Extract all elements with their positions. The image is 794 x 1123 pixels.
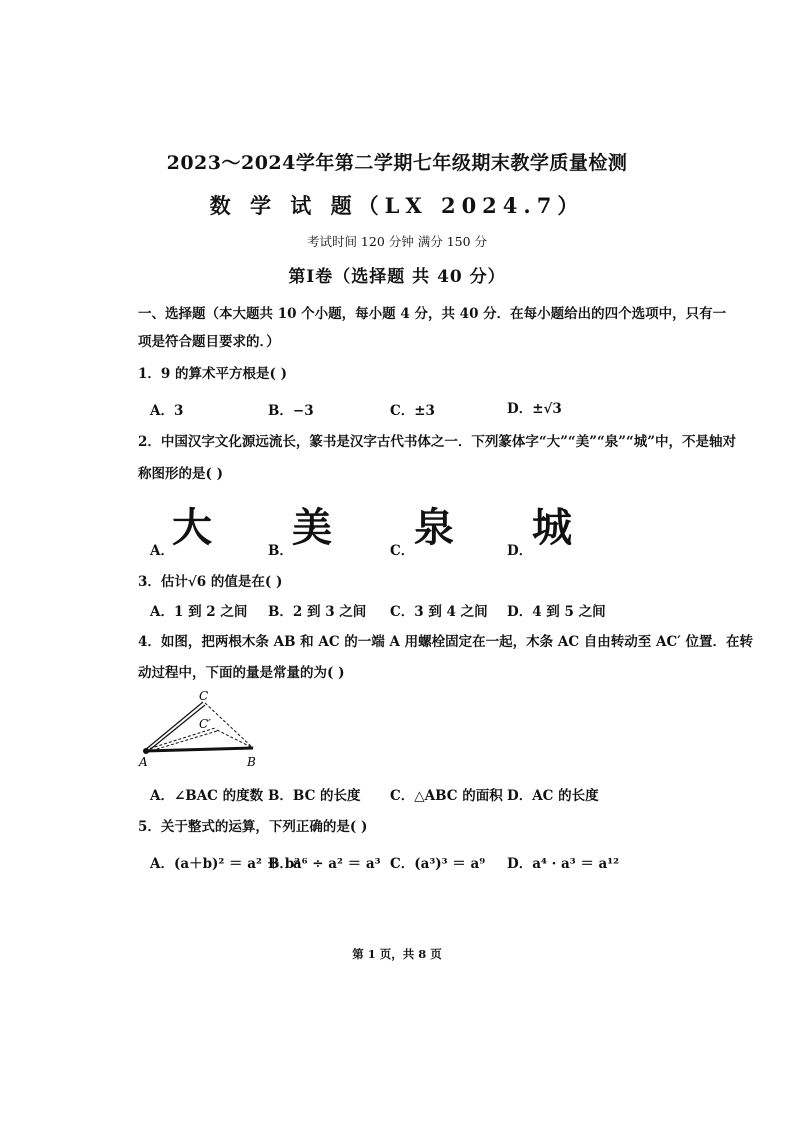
dashed-bc-prime	[217, 730, 253, 748]
seal-script-quan-glyph: 泉	[414, 504, 454, 551]
question-5-option-b: B．a⁶ ÷ a² ＝ a³	[268, 856, 381, 872]
question-3-stem: 3．估计√6 的值是在( )	[138, 574, 283, 590]
page-footer: 第 1 页，共 8 页	[352, 947, 442, 961]
question-3-option-a: A．1 到 2 之间	[150, 604, 248, 620]
part-title: 第Ⅰ卷（选择题 共 40 分）	[288, 267, 506, 287]
exam-subtitle: 数 学 试 题（LX 2024.7）	[209, 193, 585, 218]
seal-script-da-glyph: 大	[172, 504, 212, 551]
stick-ab	[145, 748, 253, 751]
seal-script-mei-glyph: 美	[292, 504, 332, 551]
dashed-bc	[205, 703, 253, 748]
exam-title: 2023～2024学年第二学期七年级期末教学质量检测	[166, 152, 628, 174]
question-1-stem: 1．9 的算术平方根是( )	[138, 366, 287, 382]
seal-script-cheng-glyph: 城	[532, 504, 572, 551]
question-4-option-a: A．∠BAC 的度数	[150, 788, 264, 804]
question-4-option-d: D．AC 的长度	[507, 788, 599, 804]
question-1-option-c: C．±3	[390, 403, 435, 419]
bolt-a	[143, 748, 149, 754]
question-2-stem-line1: 2．中国汉字文化源远流长，篆书是汉字古代书体之一．下列篆体字“大”“美”“泉”“城”中，不是轴对	[138, 434, 737, 450]
stick-ac-prime-edge-1	[145, 728, 215, 750]
section-instructions-line1: 一、选择题（本大题共 10 个小题，每小题 4 分，共 40 分．在每小题给出的四个选项中，只有一	[138, 306, 727, 322]
question-3-option-b: B．2 到 3 之间	[268, 604, 367, 620]
label-c-prime: C′	[199, 717, 211, 731]
question-3-option-c: C．3 到 4 之间	[390, 604, 488, 620]
label-c: C	[199, 689, 209, 703]
section-instructions-line2: 项是符合题目要求的．）	[138, 334, 280, 350]
question-5-option-d: D．a⁴ · a³ ＝ a¹²	[507, 856, 620, 872]
label-b: B	[247, 755, 256, 769]
question-5-stem: 5．关于整式的运算，下列正确的是( )	[138, 819, 368, 835]
label-a: A	[139, 755, 148, 769]
question-2-option-a: A．	[150, 543, 174, 559]
question-1-option-b: B．−3	[268, 403, 314, 419]
stick-ac-edge-2	[147, 705, 205, 752]
question-2-option-d: D．	[507, 543, 533, 559]
question-5-option-c: C．(a³)³ ＝ a⁹	[390, 856, 486, 872]
question-1-option-a: A．3	[150, 403, 184, 419]
exam-info: 考试时间 120 分钟 满分 150 分	[306, 234, 488, 249]
question-1-option-d: D．±√3	[507, 401, 562, 417]
question-4-stem-line1: 4．如图，把两根木条 AB 和 AC 的一端 A 用螺栓固定在一起，木条 AC 自由转动至 AC′ 位置．在转	[138, 634, 753, 650]
question-4-option-c: C．△ABC 的面积	[390, 788, 503, 804]
question-4-stem-line2: 动过程中，下面的量是常量的为( )	[138, 665, 345, 681]
question-2-option-b: B．	[268, 543, 293, 559]
question-2-stem-line2: 称图形的是( )	[138, 466, 223, 482]
stick-ac-edge-1	[145, 702, 203, 750]
question-2-option-c: C．	[390, 543, 415, 559]
rotating-sticks-diagram	[135, 688, 270, 770]
question-3-option-d: D．4 到 5 之间	[507, 604, 606, 620]
question-5-option-a: A．(a＋b)² ＝ a² ＋ b²	[150, 856, 301, 872]
question-4-option-b: B．BC 的长度	[268, 788, 361, 804]
